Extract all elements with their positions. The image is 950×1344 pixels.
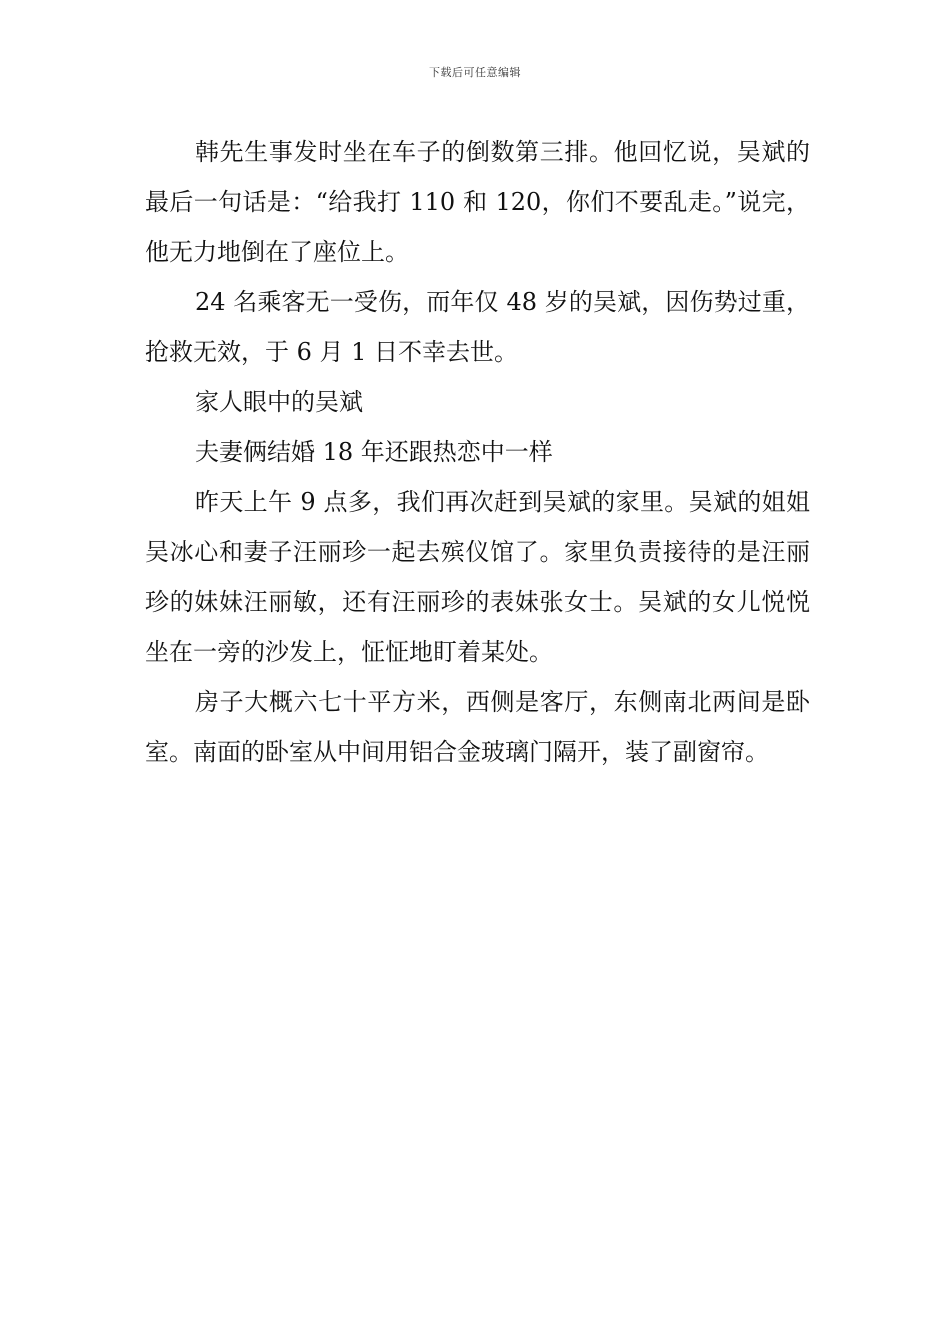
section-heading-family: 家人眼中的吴斌 (195, 388, 363, 416)
section-subheading-marriage: 夫妻俩结婚 18 年还跟热恋中一样 (195, 438, 553, 466)
page-header-note: 下载后可任意编辑 (429, 66, 521, 79)
paragraph-visit: 昨天上午 9 点多，我们再次赶到吴斌的家里。吴斌的姐姐吴冰心和妻子汪丽珍一起去殡仪馆了。家里负责接待的是汪丽珍的妹妹汪丽敏，还有汪丽珍的表妹张女士。吴斌的女儿悦悦坐在一旁的沙发上，怔怔地盯着某处。 (145, 488, 810, 666)
document-body (145, 127, 810, 777)
paragraph-quote: 韩先生事发时坐在车子的倒数第三排。他回忆说，吴斌的最后一句话是：“给我打 110 和 120，你们不要乱走。”说完，他无力地倒在了座位上。 (145, 138, 810, 266)
paragraph-passengers: 24 名乘客无一受伤，而年仅 48 岁的吴斌，因伤势过重，抢救无效，于 6 月 1 日不幸去世。 (145, 288, 810, 366)
paragraph-house: 房子大概六七十平方米，西侧是客厅，东侧南北两间是卧室。南面的卧室从中间用铝合金玻璃门隔开，装了副窗帘。 (145, 688, 810, 766)
